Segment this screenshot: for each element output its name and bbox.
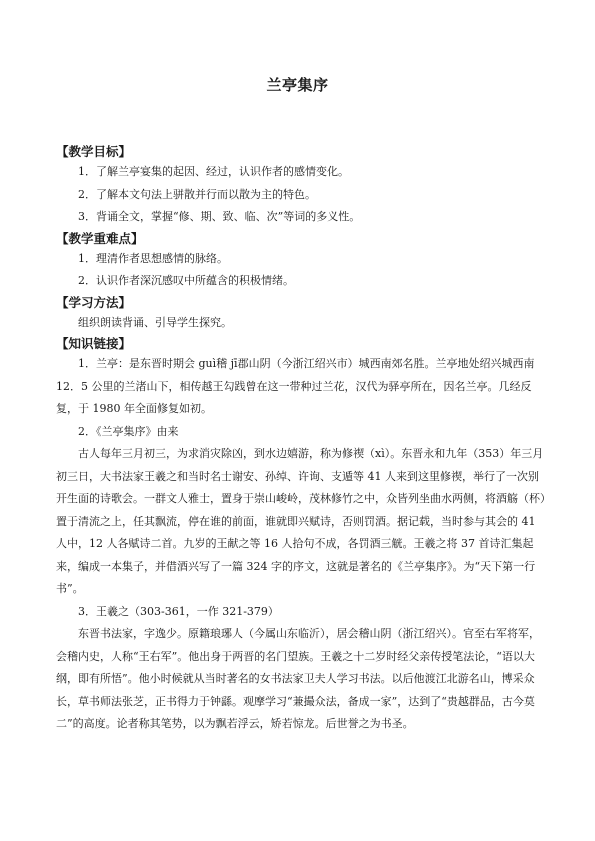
page-title: 兰亭集序: [266, 76, 329, 94]
document-body: [56, 142, 546, 736]
knowledge-subtitle-origin: 2．《兰亭集序》由来: [78, 424, 179, 438]
knowledge-paragraph-lanting: 1．兰亭：是东晋时期会 guì稽 jī郡山阴（今浙江绍兴市）城西南郊名胜。兰亭地处绍兴城西南 12．5 公里的兰渚山下，相传越王勾践曾在这一带种过兰花，汉代为驿亭所在，因名兰亭。几经反复，于 1980 年全面修复如初。: [56, 357, 535, 415]
keypoint-item: 1．理清作者思想感情的脉络。: [78, 251, 228, 265]
goal-item: 2．了解本文句法上骈散并行而以散为主的特色。: [78, 187, 316, 201]
section-heading-goals: 【教学目标】: [56, 144, 132, 159]
knowledge-subtitle-wangxizhi: 3．王羲之（303-361，一作 321-379）: [78, 604, 279, 618]
method-text: 组织朗读背诵、引导学生探究。: [78, 315, 232, 329]
section-heading-method: 【学习方法】: [56, 294, 132, 310]
section-heading-knowledge: 【知识链接】: [56, 336, 132, 351]
goal-item: 1．了解兰亭宴集的起因、经过，认识作者的感情变化。: [78, 165, 349, 178]
goal-item: 3．背诵全文，掌握“修、期、致、临、次”等词的多义性。: [78, 210, 361, 223]
knowledge-paragraph-wangxizhi: 东晋书法家，字逸少。原籍琅琊人（今属山东临沂），居会稽山阴（浙江绍兴）。官至右军将军，会稽内史，人称“王右军”。他出身于两晋的名门望族。王羲之十二岁时经父亲传授笔法论，“语以大纲，即有所悟”。他小时候就从当时著名的女书法家卫夫人学习书法。以后他渡江北游名山，博采众长，草书师法张芝，正书得力于钟繇。观摩学习“兼撮众法，备成一家”，达到了“贵越群品，古今莫二”的高度。论者称其笔势，以为飘若浮云，矫若惊龙。后世誉之为书圣。: [56, 627, 540, 730]
section-heading-keypoints: 【教学重难点】: [56, 230, 144, 246]
keypoint-item: 2．认识作者深沉感叹中所蕴含的积极情绪。: [78, 274, 294, 287]
knowledge-paragraph-origin: 古人每年三月初三，为求消灾除凶，到水边嬉游，称为修禊（xì）。东晋永和九年（353）年三月初三日，大书法家王羲之和当时名士谢安、孙绰、许询、支遁等 41 人来到这里修禊，举行了一次别开生面的诗歌会。一群文人雅士，置身于崇山峻岭，茂林修竹之中，众皆列坐曲水两侧，将酒觞（杯）置于清流之上，任其飘流，停在谁的前面，谁就即兴赋诗，否则罚酒。据记载，当时参与其会的 41 人中，12 人各赋诗二首。九岁的王献之等 16 人拾句不成，各罚酒三觥。王羲之将 37 首诗汇集起来，编成一本集子，并借酒兴写了一篇 324 字的序文，这就是著名的《兰亭集序》。为“天下第一行书”。: [56, 447, 546, 595]
